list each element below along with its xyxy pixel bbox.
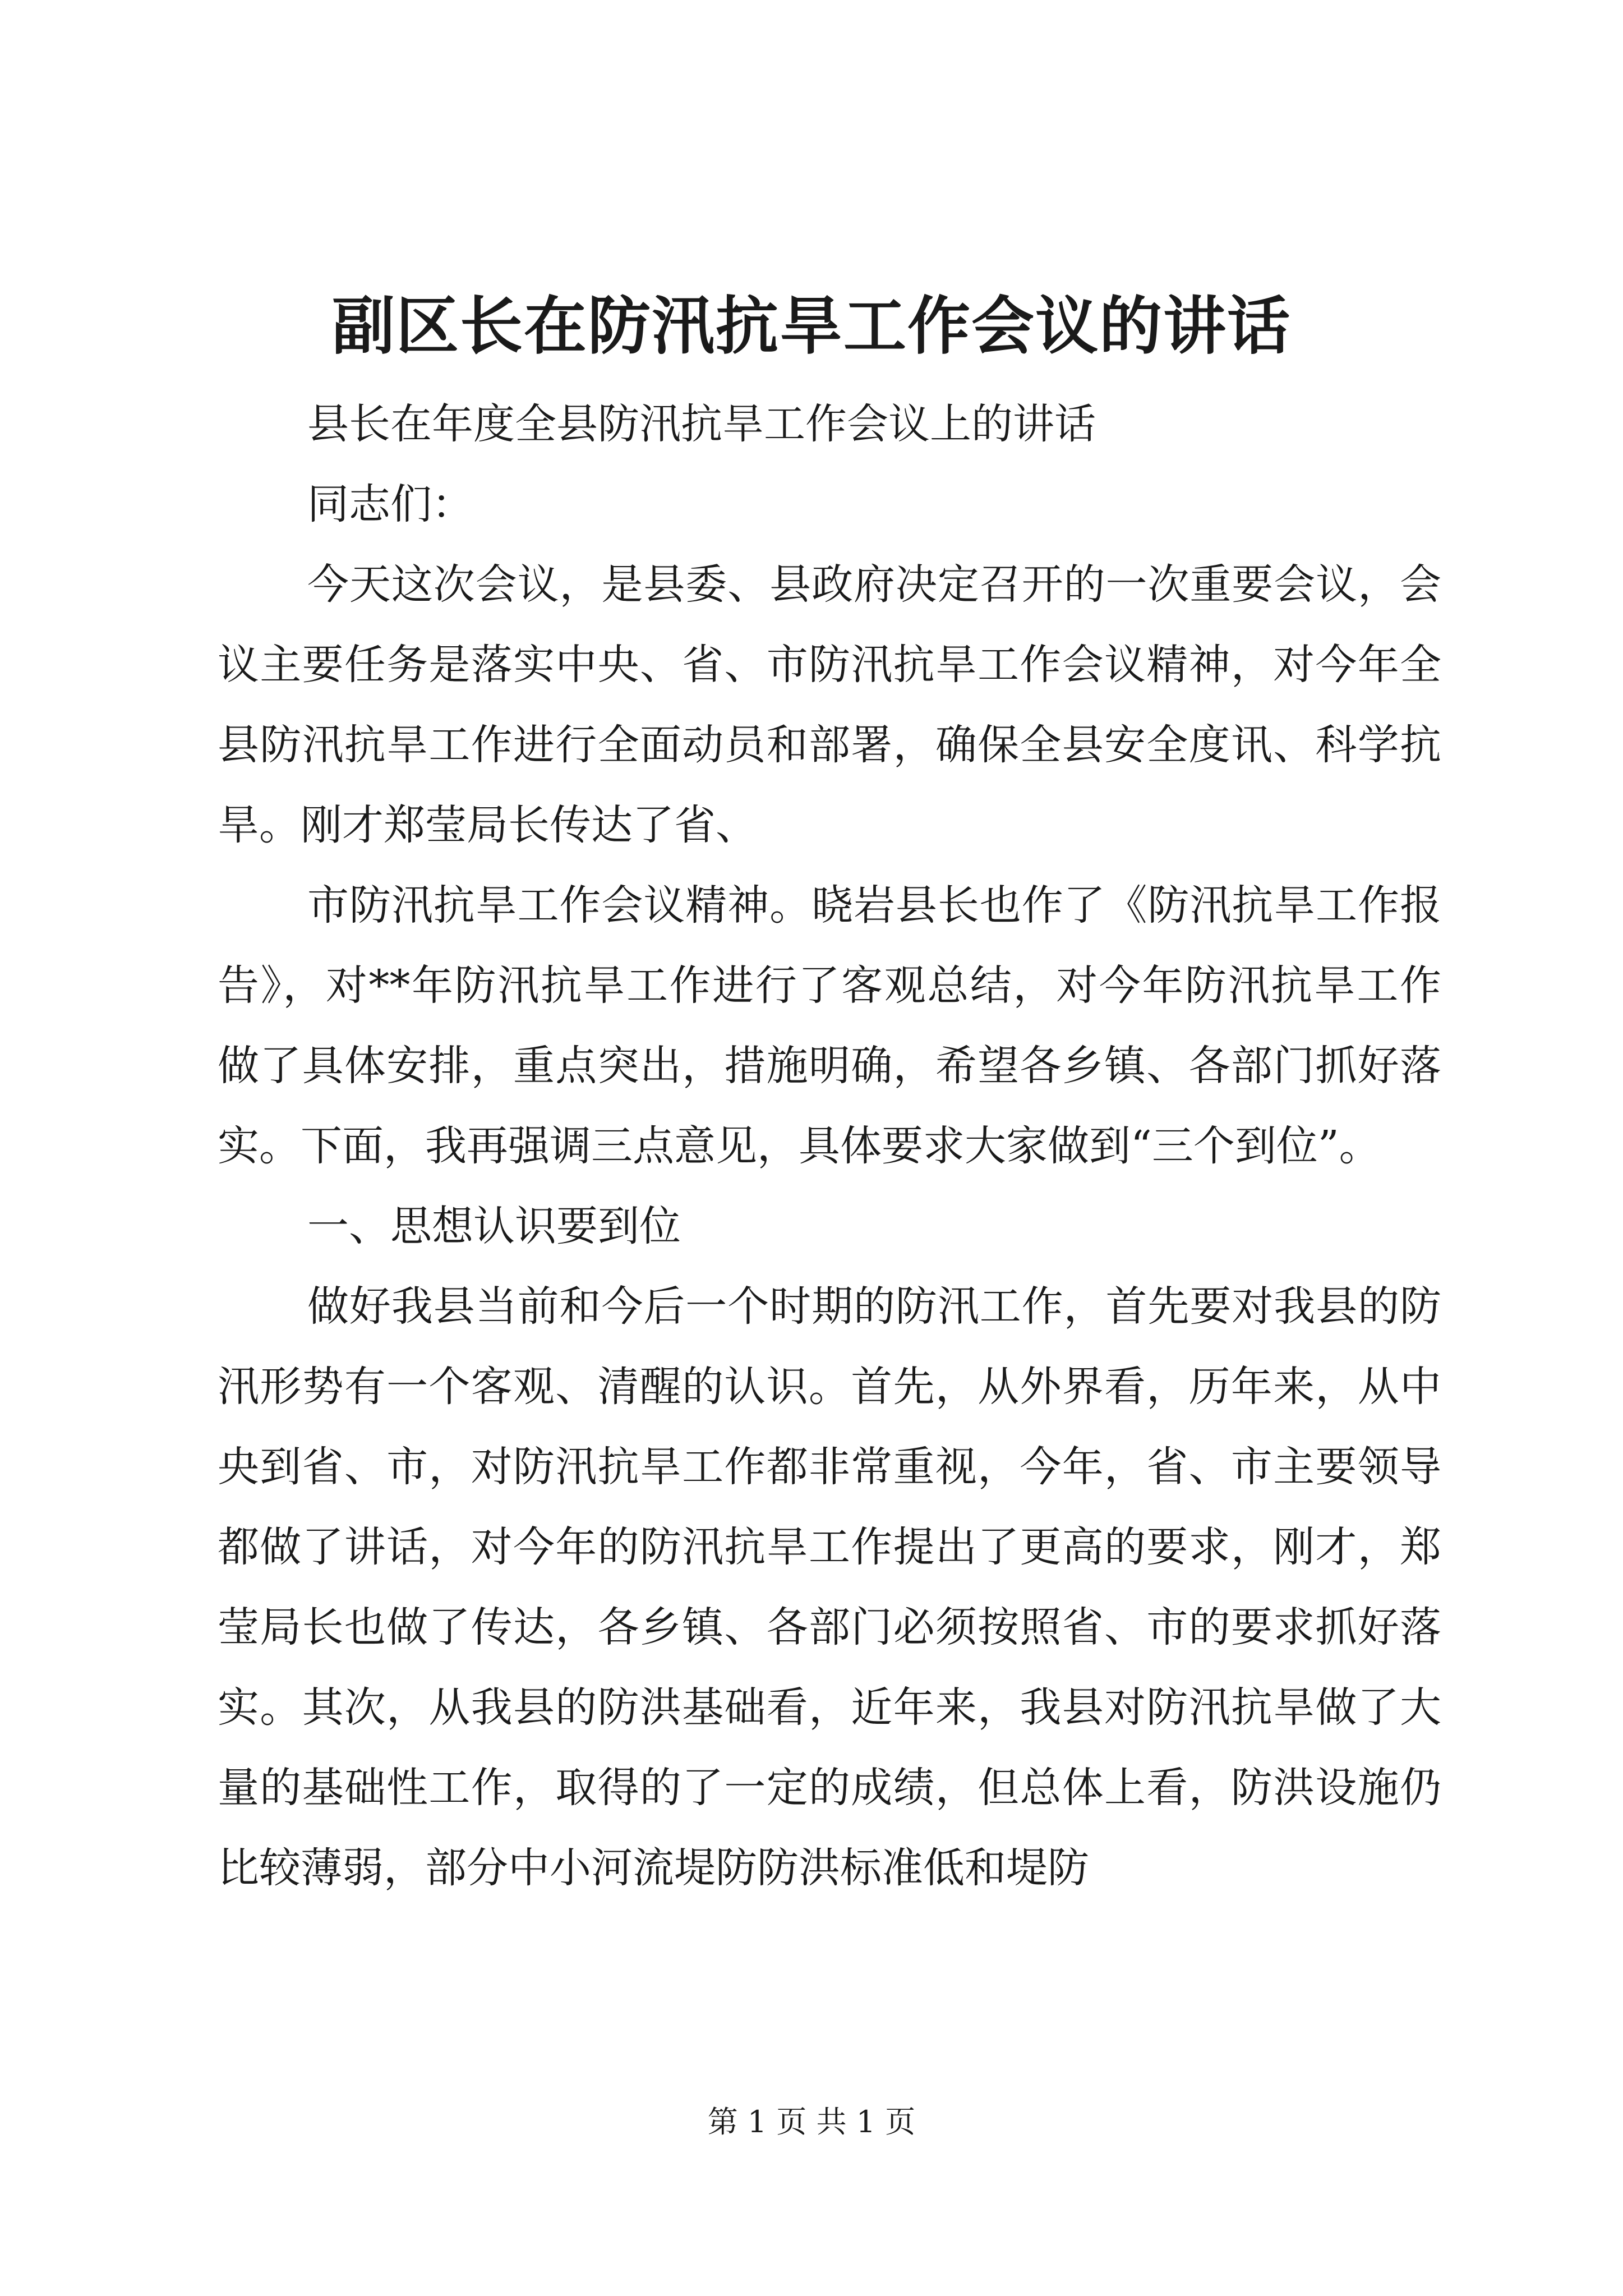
paragraph-subtitle: 县长在年度全县防汛抗旱工作会议上的讲话 bbox=[307, 400, 1096, 448]
paragraph-salutation: 同志们： bbox=[307, 480, 473, 528]
paragraph-2: 市防汛抗旱工作会议精神。晓岩县长也作了《防汛抗旱工作报告》，对**年防汛抗旱工作进行了客观总结，对今年防汛抗旱工作做了具体安排，重点突出，措施明确，希望各乡镇、各部门抓好落实。下面，我再强调三点意见，具体要求大家做到“三个到位”。 bbox=[218, 881, 1441, 1170]
paragraph-1: 今天这次会议，是县委、县政府决定召开的一次重要会议，会议主要任务是落实中央、省、市防汛抗旱工作会议精神，对今年全县防汛抗旱工作进行全面动员和部署，确保全县安全度讯、科学抗旱。刚才郑莹局长传达了省、 bbox=[218, 560, 1441, 849]
document-body bbox=[218, 384, 1441, 1908]
section-heading-1: 一、思想认识要到位 bbox=[307, 1202, 681, 1250]
document-title: 副区长在防汛抗旱工作会议的讲话 bbox=[332, 289, 1291, 363]
page-number-footer: 第 1 页 共 1 页 bbox=[707, 2104, 916, 2139]
paragraph-3: 做好我县当前和今后一个时期的防汛工作，首先要对我县的防汛形势有一个客观、清醒的认识。首先，从外界看，历年来，从中央到省、市，对防汛抗旱工作都非常重视，今年，省、市主要领导都做了讲话，对今年的防汛抗旱工作提出了更高的要求，刚才，郑莹局长也做了传达，各乡镇、各部门必须按照省、市的要求抓好落实。其次，从我县的防洪基础看，近年来，我县对防汛抗旱做了大量的基础性工作，取得的了一定的成绩，但总体上看，防洪设施仍比较薄弱，部分中小河流堤防防洪标准低和堤防 bbox=[218, 1282, 1441, 1892]
